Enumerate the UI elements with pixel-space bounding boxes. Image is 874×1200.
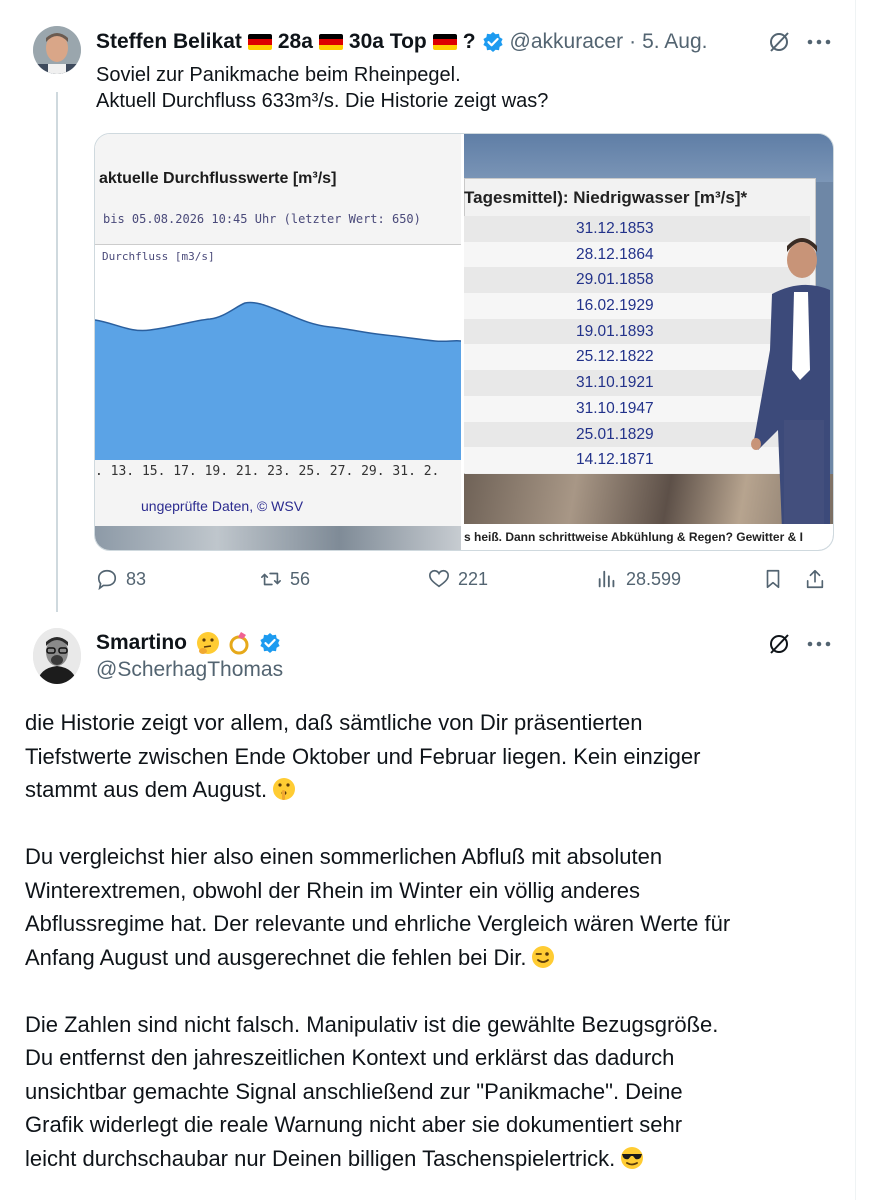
handle[interactable]: @akkuracer [509,30,624,53]
table-row: 29.01.1858 [464,267,810,293]
sunglasses-face-icon [619,1145,645,1171]
discharge-area [95,302,461,460]
winking-face-icon [530,944,556,970]
name-suffix: ? [462,30,476,53]
display-name[interactable]: Steffen Belikat [96,30,242,53]
thinking-face-icon [195,630,221,656]
media-image-chart[interactable] [95,134,461,550]
reply-count: 83 [126,568,147,589]
avatar[interactable] [33,26,81,74]
presenter-figure [750,230,830,530]
tweet-text-line: Abflussregime hat. Der relevante und ehrliche Vergleich wären Werte für [25,911,731,936]
tweet-text-line: Anfang August und ausgerechnet die fehlen bei Dir. [25,944,527,970]
grok-icon[interactable] [767,30,791,54]
chart-source: ungeprüfte Daten, © WSV [141,498,304,514]
timeline-border [855,0,856,1200]
table-row: 19.01.1893 [464,319,810,345]
tweet-text-line: leicht durchschaubar nur Deinen billigen Taschenspielertrick. [25,1145,616,1171]
display-name[interactable]: Smartino [96,631,188,654]
table-row: 31.12.1853 [464,216,810,242]
like-icon [428,568,450,590]
like-count: 221 [458,568,489,589]
tweet-header [96,28,707,56]
reply-button[interactable] [96,568,146,590]
tweet-text-line-wrap [25,1142,845,1176]
tweet-text [96,62,548,114]
tweet-text-line: Du vergleichst hier also einen sommerlichen Abfluß mit absoluten [25,844,663,869]
germany-flag-icon [248,34,272,50]
tweet-text-line: Die Zahlen sind nicht falsch. Manipulativ ist die gewählte Bezugsgröße. [25,1011,719,1037]
tweet-text-line: unsichtbar gemachte Signal anschließend zur "Panikmache". Deine [25,1078,683,1104]
timestamp[interactable]: 5. Aug. [642,30,708,53]
tweet-text-line-wrap [25,941,845,975]
views-count: 28.599 [626,568,682,589]
tweet-text-line: stammt aus dem August. [25,777,268,802]
views-icon [596,568,618,590]
tweet-text [25,706,845,1175]
views-button[interactable] [596,568,681,590]
verified-icon [482,31,504,53]
table-row: 14.12.1871 [464,447,810,473]
name-suffix: 28a [277,30,313,53]
avatar[interactable] [33,628,81,684]
verified-icon [259,632,281,654]
like-button[interactable] [428,568,488,590]
repost-icon [260,568,282,590]
tweet-text-line: Aktuell Durchfluss 633m³/s. Die Historie zeigt was? [96,90,549,112]
separator: · [629,30,637,53]
tweet-header [96,630,281,656]
chart-x-ticks: . 13. 15. 17. 19. 21. 23. 25. 27. 29. 31. 2. [95,464,440,479]
bookmark-button[interactable] [762,568,784,590]
repost-button[interactable] [260,568,310,590]
table-row: 16.02.1929 [464,293,810,319]
germany-flag-icon [319,34,343,50]
chart-title: aktuelle Durchflusswerte [m³/s] [99,170,337,187]
tweet-text-line: Grafik widerlegt die reale Warnung nicht aber sie dokumentiert sehr [25,1112,683,1137]
chart-plot-area [95,244,461,460]
ring-icon [227,630,253,656]
share-button[interactable] [804,568,826,590]
tweet-text-line: Du entfernst den jahreszeitlichen Kontext und erklärst das dadurch [25,1045,675,1070]
tv-background-strip [95,526,461,550]
tv-ticker: s heiß. Dann schrittweise Abkühlung & Regen? Gewitter & I [464,524,833,550]
more-icon[interactable] [806,37,832,47]
germany-flag-icon [433,34,457,50]
shushing-face-icon [271,776,297,802]
repost-count: 56 [290,568,311,589]
share-icon [804,568,826,590]
tweet-text-line: Soviel zur Panikmache beim Rheinpegel. [96,64,461,86]
table-row: 28.12.1864 [464,242,810,268]
chart-y-label: Durchfluss [m3/s] [102,250,215,263]
table-title: Tagesmittel): Niedrigwasser [m³/s]* [464,188,748,207]
name-suffix: 30a Top [348,30,427,53]
tweet-actions [96,568,832,594]
reply-icon [96,568,118,590]
table-row: 25.12.1822 [464,344,810,370]
chart-subtitle: bis 05.08.2026 10:45 Uhr (letzter Wert: 650) [103,212,421,226]
bookmark-icon [762,568,784,590]
more-icon[interactable] [806,639,832,649]
table-row: 31.10.1947 [464,396,810,422]
tweet-text-line: die Historie zeigt vor allem, daß sämtliche von Dir präsentierten [25,710,643,735]
handle[interactable]: @ScherhagThomas [96,658,284,681]
tweet-text-line-wrap [25,773,845,807]
table-row: 31.10.1921 [464,370,810,396]
tweet-text-line: Tiefstwerte zwischen Ende Oktober und Februar liegen. Kein einziger [25,743,701,769]
table-row: 25.01.1829 [464,422,810,448]
tweet-media[interactable] [94,133,834,551]
tweet-text-line: Winterextremen, obwohl der Rhein im Winter ein völlig anderes [25,877,641,903]
thread-connector [56,92,58,612]
grok-icon[interactable] [767,632,791,656]
media-image-tv[interactable] [464,134,833,550]
